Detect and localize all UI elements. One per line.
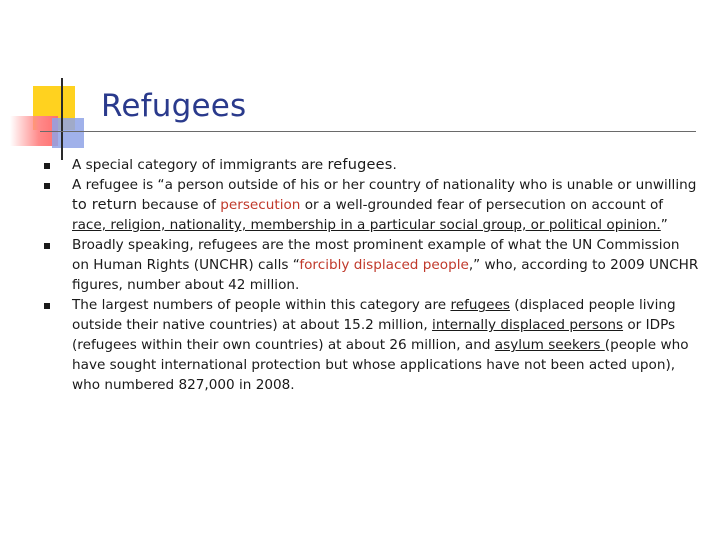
link-refugees[interactable]: refugees	[450, 297, 510, 313]
decor-blue-square	[52, 118, 84, 148]
bullet-square-icon	[44, 243, 50, 249]
title-divider	[40, 131, 696, 132]
bullet-text: A refugee is “a person outside of his or her country of nationality who is unable or unwilling	[72, 177, 697, 193]
bullet-item	[40, 175, 700, 235]
bullet-text: Broadly speaking, refugees are the most prominent example of what the UN Commission on Human Rights (UNCHR) calls “	[72, 237, 680, 273]
bullet-square-icon	[44, 163, 50, 169]
bullet-text: (people who have sought international protection but whose applications have not been acted upon), who numbered 827,000 in 2008.	[72, 337, 689, 393]
link-asylum-seekers[interactable]: asylum seekers	[494, 337, 605, 353]
bullet-text: or IDPs (refugees within their own countries) at about 26 million, and	[72, 317, 676, 353]
bullet-list	[40, 155, 700, 395]
bullet-text: ,” who, according to 2009 UNCHR figures, number about 42 million.	[72, 257, 699, 293]
bullet-text: A special category of immigrants are	[72, 157, 328, 173]
bullet-text: .	[392, 157, 397, 173]
bullet-text: ”	[660, 217, 668, 233]
bullet-square-icon	[44, 183, 50, 189]
term-to-return: to return	[72, 197, 138, 213]
decor-vertical-line	[61, 78, 63, 160]
bullet-item	[40, 235, 700, 295]
term-persecution: persecution	[220, 197, 301, 213]
bullet-text: The largest numbers of people within this category are	[72, 297, 451, 313]
bullet-text: or a well-grounded fear of persecution on account of	[300, 197, 664, 213]
term-forcibly-displaced-people: forcibly displaced people	[299, 257, 469, 273]
bullet-item	[40, 295, 700, 395]
term-refugees: refugees	[327, 157, 393, 173]
bullet-square-icon	[44, 303, 50, 309]
link-grounds-of-persecution[interactable]: race, religion, nationality, membership in a particular social group, or political opinion.	[72, 217, 661, 233]
bullet-text: because of	[137, 197, 221, 213]
bullet-item	[40, 155, 700, 175]
link-internally-displaced-persons[interactable]: internally displaced persons	[432, 317, 624, 333]
bullet-text: (displaced people living outside their native countries) at about 15.2 million,	[72, 297, 676, 333]
slide-title: Refugees	[101, 88, 247, 124]
